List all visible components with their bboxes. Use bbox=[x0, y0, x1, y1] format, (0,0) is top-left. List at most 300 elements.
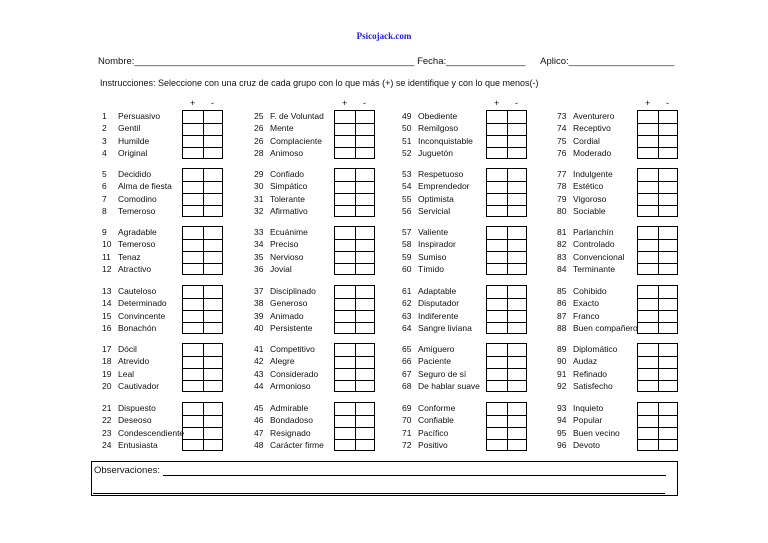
item-number: 16 bbox=[102, 322, 112, 333]
item-number: 72 bbox=[402, 439, 412, 450]
item-label: Deseoso bbox=[118, 415, 152, 426]
item-label: Admirable bbox=[270, 403, 309, 413]
grid-divider bbox=[183, 239, 222, 240]
item-number: 91 bbox=[557, 368, 567, 379]
item-number: 50 bbox=[402, 123, 412, 134]
item-label: Popular bbox=[573, 415, 603, 426]
observaciones-box[interactable] bbox=[91, 461, 678, 496]
item-label: Condescendiente bbox=[118, 427, 185, 438]
item-number: 53 bbox=[402, 169, 412, 179]
item-number: 44 bbox=[254, 380, 264, 391]
selection-grid[interactable] bbox=[334, 110, 375, 159]
item-number: 4 bbox=[102, 147, 107, 158]
item-label: Determinado bbox=[118, 298, 167, 309]
grid-divider bbox=[335, 251, 374, 252]
grid-divider bbox=[487, 427, 526, 428]
observaciones-line bbox=[163, 475, 666, 476]
item-number: 49 bbox=[402, 111, 412, 121]
item-number: 95 bbox=[557, 427, 567, 438]
grid-divider bbox=[335, 123, 374, 124]
item-label: Disciplinado bbox=[270, 286, 316, 296]
item-label: Cautivador bbox=[118, 380, 160, 391]
selection-grid[interactable] bbox=[637, 110, 678, 159]
grid-divider bbox=[638, 368, 677, 369]
item-label: Receptivo bbox=[573, 123, 611, 134]
item-label: Afirmativo bbox=[270, 205, 308, 216]
item-label: Animado bbox=[270, 310, 304, 321]
item-number: 94 bbox=[557, 415, 567, 426]
selection-grid[interactable] bbox=[637, 168, 678, 217]
minus-marker: - bbox=[666, 98, 669, 108]
item-label: Inspirador bbox=[418, 239, 456, 250]
item-number: 45 bbox=[254, 403, 264, 413]
item-number: 55 bbox=[402, 193, 412, 204]
item-label: Considerado bbox=[270, 368, 319, 379]
item-label: Sangre liviana bbox=[418, 322, 472, 333]
grid-divider bbox=[335, 368, 374, 369]
item-number: 52 bbox=[402, 147, 412, 158]
item-label: Diplomático bbox=[573, 344, 618, 354]
selection-grid[interactable] bbox=[334, 402, 375, 451]
grid-divider bbox=[487, 310, 526, 311]
item-number: 86 bbox=[557, 298, 567, 309]
item-number: 3 bbox=[102, 135, 107, 146]
instructions: Instrucciones: Seleccione con una cruz de cada grupo con lo que más (+) se identifique y con lo que menos(-) bbox=[100, 78, 539, 88]
item-label: Simpático bbox=[270, 181, 308, 192]
selection-grid[interactable] bbox=[334, 343, 375, 392]
item-number: 20 bbox=[102, 380, 112, 391]
selection-grid[interactable] bbox=[334, 226, 375, 275]
grid-divider bbox=[335, 427, 374, 428]
selection-grid[interactable] bbox=[637, 402, 678, 451]
item-label: Conforme bbox=[418, 403, 456, 413]
selection-grid[interactable] bbox=[486, 402, 527, 451]
plus-marker: + bbox=[342, 98, 348, 108]
item-number: 96 bbox=[557, 439, 567, 450]
item-label: Inquieto bbox=[573, 403, 604, 413]
item-number: 8 bbox=[102, 205, 107, 216]
item-number: 47 bbox=[254, 427, 264, 438]
item-number: 73 bbox=[557, 111, 567, 121]
item-number: 30 bbox=[254, 181, 264, 192]
item-label: Carácter firme bbox=[270, 439, 324, 450]
item-number: 13 bbox=[102, 286, 112, 296]
observaciones-line bbox=[93, 493, 665, 494]
item-number: 58 bbox=[402, 239, 412, 250]
item-number: 64 bbox=[402, 322, 412, 333]
item-number: 25 bbox=[254, 111, 264, 121]
grid-divider bbox=[183, 368, 222, 369]
item-number: 83 bbox=[557, 251, 567, 262]
grid-divider bbox=[638, 427, 677, 428]
grid-divider bbox=[335, 322, 374, 323]
item-label: Buen compañero bbox=[573, 322, 638, 333]
item-label: Valiente bbox=[418, 227, 449, 237]
grid-divider bbox=[335, 263, 374, 264]
item-number: 26 bbox=[254, 135, 264, 146]
grid-divider bbox=[183, 135, 222, 136]
selection-grid[interactable] bbox=[182, 343, 223, 392]
item-number: 57 bbox=[402, 227, 412, 237]
plus-marker: + bbox=[645, 98, 651, 108]
selection-grid[interactable] bbox=[182, 110, 223, 159]
selection-grid[interactable] bbox=[182, 402, 223, 451]
grid-divider bbox=[638, 263, 677, 264]
item-label: Estético bbox=[573, 181, 604, 192]
item-number: 17 bbox=[102, 344, 112, 354]
item-number: 66 bbox=[402, 356, 412, 367]
item-label: Sociable bbox=[573, 205, 606, 216]
grid-divider bbox=[335, 239, 374, 240]
selection-grid[interactable] bbox=[182, 168, 223, 217]
item-label: Complaciente bbox=[270, 135, 322, 146]
item-label: Original bbox=[118, 147, 148, 158]
item-number: 33 bbox=[254, 227, 264, 237]
item-label: Temeroso bbox=[118, 205, 156, 216]
item-number: 2 bbox=[102, 123, 107, 134]
item-label: Tenaz bbox=[118, 251, 141, 262]
item-label: F. de Voluntad bbox=[270, 111, 324, 121]
item-label: Juguetón bbox=[418, 147, 453, 158]
item-number: 26 bbox=[254, 123, 264, 134]
grid-divider bbox=[638, 123, 677, 124]
header-fields bbox=[98, 56, 674, 67]
item-number: 65 bbox=[402, 344, 412, 354]
item-number: 1 bbox=[102, 111, 107, 121]
grid-divider bbox=[183, 263, 222, 264]
plus-marker: + bbox=[494, 98, 500, 108]
item-label: Positivo bbox=[418, 439, 448, 450]
item-number: 60 bbox=[402, 263, 412, 274]
minus-marker: - bbox=[363, 98, 366, 108]
item-label: Humilde bbox=[118, 135, 150, 146]
selection-grid[interactable] bbox=[334, 285, 375, 334]
item-number: 54 bbox=[402, 181, 412, 192]
selection-grid[interactable] bbox=[182, 285, 223, 334]
item-label: Jovial bbox=[270, 263, 292, 274]
item-number: 32 bbox=[254, 205, 264, 216]
grid-divider bbox=[335, 135, 374, 136]
grid-divider bbox=[638, 205, 677, 206]
grid-divider bbox=[638, 322, 677, 323]
item-number: 51 bbox=[402, 135, 412, 146]
item-number: 88 bbox=[557, 322, 567, 333]
item-label: Indulgente bbox=[573, 169, 613, 179]
item-number: 78 bbox=[557, 181, 567, 192]
grid-divider bbox=[487, 415, 526, 416]
item-label: De hablar suave bbox=[418, 380, 480, 391]
item-label: Convencional bbox=[573, 251, 625, 262]
item-number: 69 bbox=[402, 403, 412, 413]
item-number: 31 bbox=[254, 193, 264, 204]
grid-divider bbox=[487, 205, 526, 206]
item-label: Aventurero bbox=[573, 111, 615, 121]
item-label: Atractivo bbox=[118, 263, 152, 274]
item-label: Animoso bbox=[270, 147, 304, 158]
grid-divider bbox=[487, 239, 526, 240]
item-number: 84 bbox=[557, 263, 567, 274]
item-label: Dispuesto bbox=[118, 403, 156, 413]
item-number: 79 bbox=[557, 193, 567, 204]
item-label: Competitivo bbox=[270, 344, 315, 354]
grid-divider bbox=[638, 298, 677, 299]
item-number: 46 bbox=[254, 415, 264, 426]
item-label: Disputador bbox=[418, 298, 460, 309]
item-label: Cohibido bbox=[573, 286, 607, 296]
item-label: Indiferente bbox=[418, 310, 459, 321]
item-label: Bondadoso bbox=[270, 415, 314, 426]
item-label: Dócil bbox=[118, 344, 137, 354]
item-number: 82 bbox=[557, 239, 567, 250]
item-number: 6 bbox=[102, 181, 107, 192]
grid-divider bbox=[183, 415, 222, 416]
grid-divider bbox=[487, 356, 526, 357]
item-number: 56 bbox=[402, 205, 412, 216]
item-number: 62 bbox=[402, 298, 412, 309]
minus-marker: - bbox=[515, 98, 518, 108]
grid-divider bbox=[487, 368, 526, 369]
item-number: 37 bbox=[254, 286, 264, 296]
item-number: 23 bbox=[102, 427, 112, 438]
item-label: Bonachón bbox=[118, 322, 157, 333]
item-label: Armonioso bbox=[270, 380, 311, 391]
item-label: Terminante bbox=[573, 263, 616, 274]
item-number: 29 bbox=[254, 169, 264, 179]
item-label: Remilgoso bbox=[418, 123, 459, 134]
grid-divider bbox=[487, 251, 526, 252]
selection-grid[interactable] bbox=[486, 110, 527, 159]
item-number: 67 bbox=[402, 368, 412, 379]
grid-divider bbox=[487, 147, 526, 148]
item-label: Sumiso bbox=[418, 251, 447, 262]
item-label: Ecuánime bbox=[270, 227, 308, 237]
grid-divider bbox=[487, 181, 526, 182]
item-label: Refinado bbox=[573, 368, 608, 379]
item-number: 89 bbox=[557, 344, 567, 354]
grid-divider bbox=[183, 193, 222, 194]
item-number: 39 bbox=[254, 310, 264, 321]
item-number: 75 bbox=[557, 135, 567, 146]
aplico-field[interactable]: Aplico:____________________ bbox=[540, 56, 675, 67]
item-number: 74 bbox=[557, 123, 567, 134]
grid-divider bbox=[487, 263, 526, 264]
item-label: Atrevido bbox=[118, 356, 150, 367]
item-number: 61 bbox=[402, 286, 412, 296]
grid-divider bbox=[335, 356, 374, 357]
item-number: 43 bbox=[254, 368, 264, 379]
grid-divider bbox=[335, 380, 374, 381]
plus-marker: + bbox=[190, 98, 196, 108]
item-label: Franco bbox=[573, 310, 600, 321]
item-number: 14 bbox=[102, 298, 112, 309]
item-label: Adaptable bbox=[418, 286, 457, 296]
item-label: Servicial bbox=[418, 205, 451, 216]
grid-divider bbox=[183, 181, 222, 182]
item-number: 18 bbox=[102, 356, 112, 367]
item-number: 28 bbox=[254, 147, 264, 158]
item-label: Comodino bbox=[118, 193, 157, 204]
grid-divider bbox=[487, 135, 526, 136]
item-number: 7 bbox=[102, 193, 107, 204]
item-label: Temeroso bbox=[118, 239, 156, 250]
selection-grid[interactable] bbox=[486, 285, 527, 334]
grid-divider bbox=[638, 251, 677, 252]
item-number: 77 bbox=[557, 169, 567, 179]
item-number: 76 bbox=[557, 147, 567, 158]
item-number: 5 bbox=[102, 169, 107, 179]
grid-divider bbox=[335, 310, 374, 311]
selection-grid[interactable] bbox=[182, 226, 223, 275]
grid-divider bbox=[638, 193, 677, 194]
grid-divider bbox=[183, 251, 222, 252]
item-label: Seguro de sí bbox=[418, 368, 467, 379]
grid-divider bbox=[638, 380, 677, 381]
item-label: Alma de fiesta bbox=[118, 181, 172, 192]
grid-divider bbox=[335, 439, 374, 440]
item-label: Buen vecino bbox=[573, 427, 620, 438]
item-number: 63 bbox=[402, 310, 412, 321]
item-label: Obediente bbox=[418, 111, 458, 121]
item-label: Generoso bbox=[270, 298, 308, 309]
selection-grid[interactable] bbox=[486, 343, 527, 392]
item-number: 68 bbox=[402, 380, 412, 391]
item-number: 12 bbox=[102, 263, 112, 274]
grid-divider bbox=[335, 205, 374, 206]
grid-divider bbox=[335, 415, 374, 416]
item-number: 48 bbox=[254, 439, 264, 450]
item-number: 87 bbox=[557, 310, 567, 321]
selection-grid[interactable] bbox=[637, 285, 678, 334]
grid-divider bbox=[183, 356, 222, 357]
item-number: 81 bbox=[557, 227, 567, 237]
site-title[interactable]: Psicojack.com bbox=[356, 31, 412, 41]
item-number: 38 bbox=[254, 298, 264, 309]
grid-divider bbox=[487, 380, 526, 381]
item-label: Respetuoso bbox=[418, 169, 464, 179]
item-number: 36 bbox=[254, 263, 264, 274]
item-label: Paciente bbox=[418, 356, 452, 367]
item-label: Decidido bbox=[118, 169, 152, 179]
grid-divider bbox=[183, 322, 222, 323]
item-label: Agradable bbox=[118, 227, 157, 237]
grid-divider bbox=[638, 439, 677, 440]
item-label: Gentil bbox=[118, 123, 141, 134]
observaciones-label: Observaciones: bbox=[94, 465, 161, 476]
item-number: 90 bbox=[557, 356, 567, 367]
item-label: Tímido bbox=[418, 263, 444, 274]
item-number: 80 bbox=[557, 205, 567, 216]
grid-divider bbox=[638, 135, 677, 136]
selection-grid[interactable] bbox=[637, 343, 678, 392]
item-number: 40 bbox=[254, 322, 264, 333]
item-label: Devoto bbox=[573, 439, 600, 450]
item-label: Entusiasta bbox=[118, 439, 158, 450]
item-label: Convincente bbox=[118, 310, 166, 321]
grid-divider bbox=[183, 439, 222, 440]
minus-marker: - bbox=[211, 98, 214, 108]
item-number: 24 bbox=[102, 439, 112, 450]
grid-divider bbox=[183, 298, 222, 299]
item-label: Confiado bbox=[270, 169, 305, 179]
item-number: 59 bbox=[402, 251, 412, 262]
grid-divider bbox=[638, 356, 677, 357]
item-label: Persuasivo bbox=[118, 111, 161, 121]
grid-divider bbox=[183, 427, 222, 428]
item-label: Amiguero bbox=[418, 344, 455, 354]
item-label: Resignado bbox=[270, 427, 311, 438]
item-label: Emprendedor bbox=[418, 181, 470, 192]
item-number: 41 bbox=[254, 344, 264, 354]
item-label: Satisfecho bbox=[573, 380, 613, 391]
item-label: Alegre bbox=[270, 356, 295, 367]
item-label: Pacífico bbox=[418, 427, 449, 438]
grid-divider bbox=[638, 415, 677, 416]
grid-divider bbox=[487, 123, 526, 124]
item-label: Tolerante bbox=[270, 193, 305, 204]
grid-divider bbox=[487, 322, 526, 323]
grid-divider bbox=[183, 123, 222, 124]
item-number: 9 bbox=[102, 227, 107, 237]
item-label: Leal bbox=[118, 368, 135, 379]
item-label: Preciso bbox=[270, 239, 299, 250]
grid-divider bbox=[638, 147, 677, 148]
grid-divider bbox=[335, 181, 374, 182]
grid-divider bbox=[183, 380, 222, 381]
item-number: 92 bbox=[557, 380, 567, 391]
selection-grid[interactable] bbox=[486, 168, 527, 217]
selection-grid[interactable] bbox=[334, 168, 375, 217]
grid-divider bbox=[638, 239, 677, 240]
item-number: 22 bbox=[102, 415, 112, 426]
item-label: Parlanchín bbox=[573, 227, 614, 237]
item-label: Cauteloso bbox=[118, 286, 157, 296]
item-label: Vigoroso bbox=[573, 193, 607, 204]
item-number: 10 bbox=[102, 239, 112, 250]
item-number: 19 bbox=[102, 368, 112, 379]
grid-divider bbox=[335, 298, 374, 299]
selection-grid[interactable] bbox=[637, 226, 678, 275]
item-label: Controlado bbox=[573, 239, 615, 250]
grid-divider bbox=[487, 193, 526, 194]
item-label: Nervioso bbox=[270, 251, 304, 262]
selection-grid[interactable] bbox=[486, 226, 527, 275]
item-number: 70 bbox=[402, 415, 412, 426]
item-label: Audaz bbox=[573, 356, 598, 367]
item-number: 15 bbox=[102, 310, 112, 321]
item-label: Persistente bbox=[270, 322, 313, 333]
item-number: 34 bbox=[254, 239, 264, 250]
grid-divider bbox=[638, 181, 677, 182]
item-label: Mente bbox=[270, 123, 294, 134]
item-number: 11 bbox=[102, 251, 111, 262]
grid-divider bbox=[638, 310, 677, 311]
item-label: Inconquistable bbox=[418, 135, 473, 146]
item-number: 93 bbox=[557, 403, 567, 413]
item-number: 42 bbox=[254, 356, 264, 367]
grid-divider bbox=[487, 298, 526, 299]
item-label: Optimista bbox=[418, 193, 454, 204]
grid-divider bbox=[487, 439, 526, 440]
grid-divider bbox=[183, 310, 222, 311]
item-number: 85 bbox=[557, 286, 567, 296]
item-label: Exacto bbox=[573, 298, 599, 309]
item-number: 71 bbox=[402, 427, 412, 438]
item-label: Cordial bbox=[573, 135, 600, 146]
nombre-fecha-field[interactable]: Nombre:_____________________________________________________ Fecha:_______________ bbox=[98, 56, 526, 67]
grid-divider bbox=[335, 147, 374, 148]
grid-divider bbox=[183, 147, 222, 148]
grid-divider bbox=[335, 193, 374, 194]
